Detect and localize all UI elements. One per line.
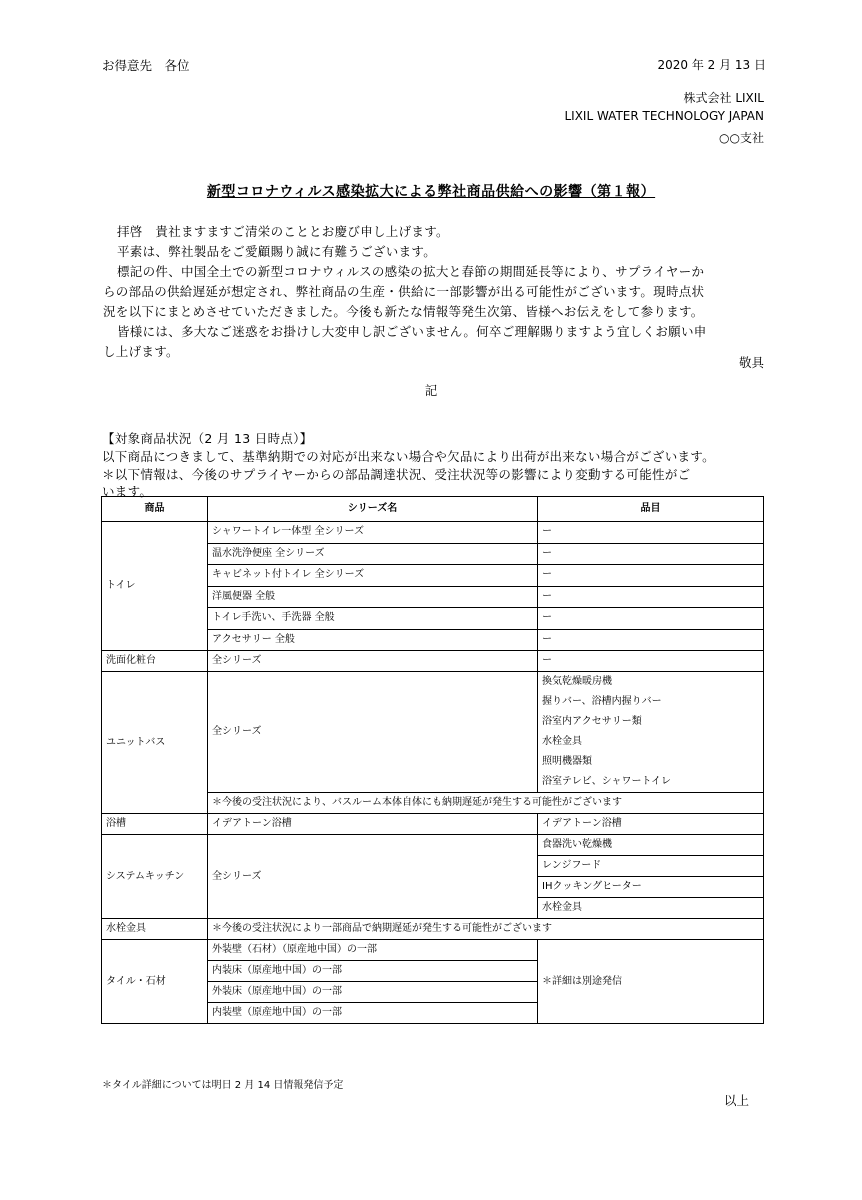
item-cell: ー (538, 608, 764, 630)
category-bathtub: 浴槽 (102, 814, 208, 835)
category-faucet: 水栓金具 (102, 919, 208, 940)
section-line: います。 (102, 484, 153, 499)
series-cell: 全シリーズ (208, 651, 538, 672)
body-line: 皆様には、多大なご迷惑をお掛けし大変申し訳ございません。何卒ご理解賜りますよう宜しくお願い申 (117, 324, 707, 339)
item-cell: ー (538, 543, 764, 565)
item-cell: レンジフード (538, 856, 764, 877)
page-title: 新型コロナウィルス感染拡大による弊社商品供給への影響（第１報） (206, 184, 656, 200)
table-row (102, 522, 764, 544)
item-cell: ー (538, 565, 764, 587)
item-cell: IHクッキングヒーター (538, 877, 764, 898)
item-cell: 握りバー、浴槽内握りバー (538, 692, 764, 712)
item-cell: 浴室テレビ、シャワートイレ (538, 772, 764, 793)
body-line: 平素は、弊社製品をご愛顧賜り誠に有難うございます。 (117, 244, 437, 259)
category-tile: タイル・石材 (102, 940, 208, 1024)
closing: 敬具 (738, 355, 764, 370)
section-heading: 【対象商品状況（2 月 13 日時点）】 (102, 431, 313, 446)
item-cell: ー (538, 651, 764, 672)
table-row (102, 940, 764, 961)
header-series: シリーズ名 (208, 497, 538, 522)
item-cell: ー (538, 629, 764, 651)
faucet-note: ＊今後の受注状況により一部商品で納期遅延が発生する可能性がございます (208, 919, 764, 940)
section-line: ＊以下情報は、今後のサプライヤーからの部品調達状況、受注状況等の影響により変動する可能性がご (102, 467, 691, 482)
end-mark: 以上 (723, 1093, 749, 1108)
item-cell: 水栓金具 (538, 732, 764, 752)
item-cell: イデアトーン浴槽 (538, 814, 764, 835)
ki: 記 (424, 383, 438, 398)
series-cell: イデアトーン浴槽 (208, 814, 538, 835)
item-cell: ＊詳細は別途発信 (538, 940, 764, 1024)
body-line: 標記の件、中国全土での新型コロナウィルスの感染の拡大と春節の期間延長等により、サプライヤーか (117, 264, 705, 279)
body-line: らの部品の供給遅延が想定され、弊社商品の生産・供給に一部影響が出る可能性がございます。現時点状 (103, 284, 705, 299)
unitbath-note: ＊今後の受注状況により、バスルーム本体自体にも納期遅延が発生する可能性がございます (208, 793, 764, 814)
table-header-row (102, 497, 764, 522)
category-unitbath: ユニットバス (102, 672, 208, 814)
item-cell: 浴室内アクセサリー類 (538, 712, 764, 732)
category-kitchen: システムキッチン (102, 835, 208, 919)
company-division: LIXIL WATER TECHNOLOGY JAPAN (564, 109, 764, 123)
footnote: ＊タイル詳細については明日 2 月 14 日情報発信予定 (102, 1080, 344, 1091)
company-name: 株式会社 LIXIL (683, 91, 764, 105)
recipient: お得意先 各位 (102, 58, 190, 73)
series-cell: キャビネット付トイレ 全シリーズ (208, 565, 538, 587)
category-toilet: トイレ (102, 522, 208, 651)
series-cell: 洋風便器 全般 (208, 586, 538, 608)
table-row (102, 672, 764, 693)
series-cell: 内装壁（原産地中国）の一部 (208, 1003, 538, 1024)
item-cell: 換気乾燥暖房機 (538, 672, 764, 693)
branch: ○○支社 (719, 131, 764, 145)
category-washstand: 洗面化粧台 (102, 651, 208, 672)
series-cell: トイレ手洗い、手洗器 全般 (208, 608, 538, 630)
series-cell: アクセサリー 全般 (208, 629, 538, 651)
series-cell: 外装壁（石材）（原産地中国）の一部 (208, 940, 538, 961)
series-cell: 内装床（原産地中国）の一部 (208, 961, 538, 982)
product-table (101, 496, 764, 1024)
body-line: 況を以下にまとめさせていただきました。今後も新たな情報等発生次第、皆様へお伝えをして参ります。 (103, 304, 704, 319)
table-row (102, 919, 764, 940)
item-cell: ー (538, 586, 764, 608)
section-line: 以下商品につきまして、基準納期での対応が出来ない場合や欠品により出荷が出来ない場合がございます。 (102, 449, 715, 464)
item-cell: 食器洗い乾燥機 (538, 835, 764, 856)
item-cell: 照明機器類 (538, 752, 764, 772)
series-cell: 全シリーズ (208, 835, 538, 919)
series-cell: 外装床（原産地中国）の一部 (208, 982, 538, 1003)
body-line: し上げます。 (103, 344, 179, 359)
item-cell: ー (538, 522, 764, 544)
series-cell: シャワートイレ一体型 全シリーズ (208, 522, 538, 544)
body-line: 拝啓 貴社ますますご清栄のこととお慶び申し上げます。 (117, 224, 449, 239)
table-row (102, 814, 764, 835)
series-cell: 温水洗浄便座 全シリーズ (208, 543, 538, 565)
item-cell: 水栓金具 (538, 898, 764, 919)
table-row (102, 651, 764, 672)
header-item: 品目 (538, 497, 764, 522)
date: 2020 年 2 月 13 日 (657, 58, 766, 72)
table-row (102, 835, 764, 856)
series-cell: 全シリーズ (208, 672, 538, 793)
header-product: 商品 (102, 497, 208, 522)
